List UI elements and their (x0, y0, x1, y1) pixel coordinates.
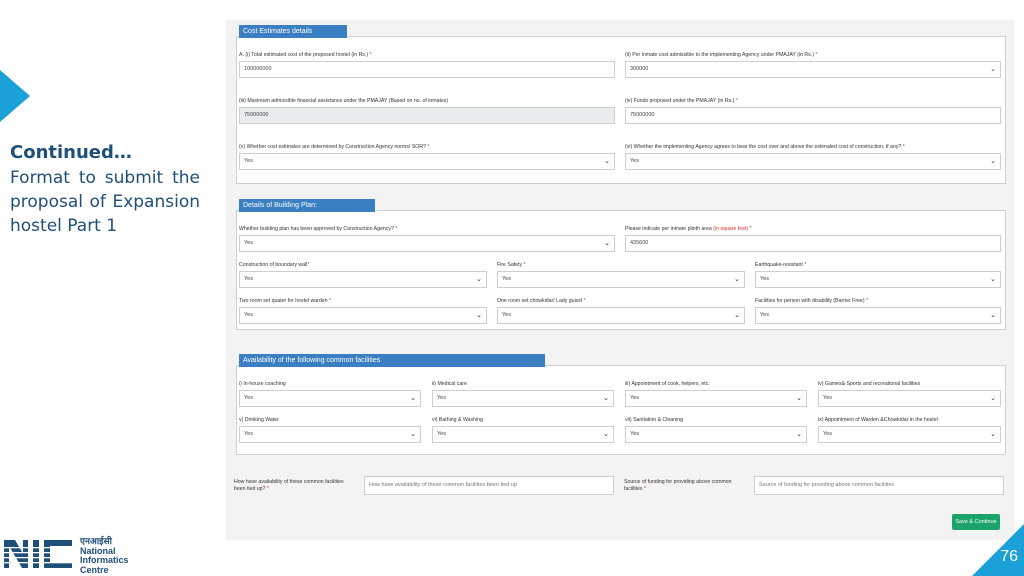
cook-select[interactable]: Yes ⌄ (625, 390, 807, 407)
total-cost-input[interactable]: 100000000 (239, 61, 615, 78)
per-inmate-cost-select[interactable]: 300000 ⌄ (625, 61, 1001, 78)
common-facilities-header: Availability of the following common facilities (239, 354, 545, 367)
funds-proposed-input[interactable]: 75000000 (625, 107, 1001, 124)
fire-safety-label: Fire Safety * (497, 262, 526, 268)
disability-label: Facilities for person with disability (Barrier Free) * (755, 298, 869, 304)
cost-estimates-section (236, 28, 1006, 184)
fire-safety-select[interactable]: Yes ⌄ (497, 271, 745, 288)
chevron-down-icon: ⌄ (734, 276, 740, 283)
left-panel (0, 0, 218, 576)
plinth-area-input[interactable]: 435600 (625, 235, 1001, 252)
page-number: 76 (1000, 548, 1018, 565)
sanitation-select[interactable]: Yes ⌄ (625, 426, 807, 443)
common-facilities-section (236, 357, 1006, 455)
chevron-down-icon: ⌄ (410, 395, 416, 402)
logo-line3: Centre (80, 564, 109, 575)
warden-quarter-label: Two room set quater for hostel warden * (239, 298, 332, 304)
earthquake-select[interactable]: Yes ⌄ (755, 271, 1001, 288)
cost-norms-select[interactable]: Yes ⌄ (239, 153, 615, 170)
form-screenshot (226, 20, 1014, 540)
chevron-down-icon: ⌄ (476, 312, 482, 319)
games-select[interactable]: Yes ⌄ (818, 390, 1001, 407)
disability-select[interactable]: Yes ⌄ (755, 307, 1001, 324)
plan-approved-select[interactable]: Yes ⌄ (239, 235, 615, 252)
chevron-down-icon: ⌄ (796, 395, 802, 402)
logo-line2: Informatics (80, 555, 129, 565)
chevron-down-icon: ⌄ (604, 240, 610, 247)
chevron-down-icon: ⌄ (990, 395, 996, 402)
boundary-wall-select[interactable]: Yes ⌄ (239, 271, 487, 288)
games-label: iv) Games& Sports and recreational facilities (818, 381, 921, 387)
warden-appointment-label: ix) Appointment of Warden &Chowkidar in the hostel (818, 417, 938, 423)
bear-cost-label: (vi) Whether the implementing Agency agrees to bear the cost over and above the estimated cost of construction, if any? * (625, 144, 905, 150)
plan-approved-label: Whether building plan has been approved by Construction Agency? * (239, 226, 398, 232)
coaching-label: i) In-house coaching (239, 381, 286, 387)
logo-text (80, 537, 129, 575)
building-plan-header: Details of Building Plan: (239, 199, 375, 212)
funding-source-input[interactable]: Source of funding for providing above common facilities (754, 476, 1004, 495)
save-continue-button[interactable]: Save & Continue (952, 514, 1000, 530)
chevron-down-icon: ⌄ (990, 431, 996, 438)
boundary-wall-label: Construction of boundary wall* (239, 262, 310, 268)
slide-title (10, 142, 200, 238)
cook-label: iii) Appointment of cook, helpers, etc. (625, 381, 710, 387)
chowkidar-select[interactable]: Yes ⌄ (497, 307, 745, 324)
building-plan-section (236, 202, 1006, 330)
tied-up-input[interactable]: How have availability of these common facilities been tied up (364, 476, 614, 495)
chevron-down-icon: ⌄ (603, 431, 609, 438)
bear-cost-select[interactable]: Yes ⌄ (625, 153, 1001, 170)
chevron-down-icon: ⌄ (604, 158, 610, 165)
chevron-down-icon: ⌄ (796, 431, 802, 438)
per-inmate-cost-label: (ii) Per inmate cost admissible to the implementing Agency under PMAJAY (in Rs.) * (625, 52, 818, 58)
slide-description: Format to submit the proposal of Expansion hostel Part 1 (10, 168, 200, 236)
warden-quarter-select[interactable]: Yes ⌄ (239, 307, 487, 324)
drinking-water-select[interactable]: Yes ⌄ (239, 426, 421, 443)
logo-line1: National (80, 545, 116, 556)
chevron-down-icon: ⌄ (990, 66, 996, 73)
warden-appointment-select[interactable]: Yes ⌄ (818, 426, 1001, 443)
cost-estimates-header: Cost Estimates details (239, 25, 347, 38)
chevron-down-icon: ⌄ (410, 431, 416, 438)
chevron-down-icon: ⌄ (990, 158, 996, 165)
chevron-down-icon: ⌄ (476, 276, 482, 283)
arrow-decoration (0, 70, 30, 122)
medical-care-label: ii) Medical care (432, 381, 467, 387)
bathing-select[interactable]: Yes ⌄ (432, 426, 614, 443)
chevron-down-icon: ⌄ (990, 276, 996, 283)
total-cost-label: A. (i) Total estimated cost of the proposed hostel (in Rs.) * (239, 52, 372, 58)
sanitation-label: vii) Sanitation & Cleaning (625, 417, 683, 423)
continued-label: Continued… (10, 142, 132, 163)
chevron-down-icon: ⌄ (603, 395, 609, 402)
cost-norms-label: (v) Whether cost estimates are determined by Construction Agency norms/ SOR? * (239, 144, 430, 150)
funding-source-label: Source of funding for providing above common facilities * (624, 479, 732, 492)
plinth-area-label: Please indicate per inmate plinth area (in square feet) * (625, 226, 752, 232)
chevron-down-icon: ⌄ (990, 312, 996, 319)
max-assistance-input: 75000000 (239, 107, 615, 124)
drinking-water-label: v) Drinking Water (239, 417, 279, 423)
logo-hindi: एनआईसी (80, 536, 113, 546)
max-assistance-label: (iii) Maximum admissible financial assistance under the PMAJAY (Based on no. of inmates) (239, 98, 449, 104)
medical-care-select[interactable]: Yes ⌄ (432, 390, 614, 407)
chevron-down-icon: ⌄ (734, 312, 740, 319)
coaching-select[interactable]: Yes ⌄ (239, 390, 421, 407)
bathing-label: vi) Bathing & Washing (432, 417, 483, 423)
tied-up-label: How have availability of these common facilities been tied up? * (234, 479, 344, 492)
funds-proposed-label: (iv) Funds proposed under the PMAJAY (in Rs.) * (625, 98, 738, 104)
earthquake-label: Earthquake-resistant * (755, 262, 807, 268)
chowkidar-label: One room set chowkidar/ Lady guard * (497, 298, 586, 304)
